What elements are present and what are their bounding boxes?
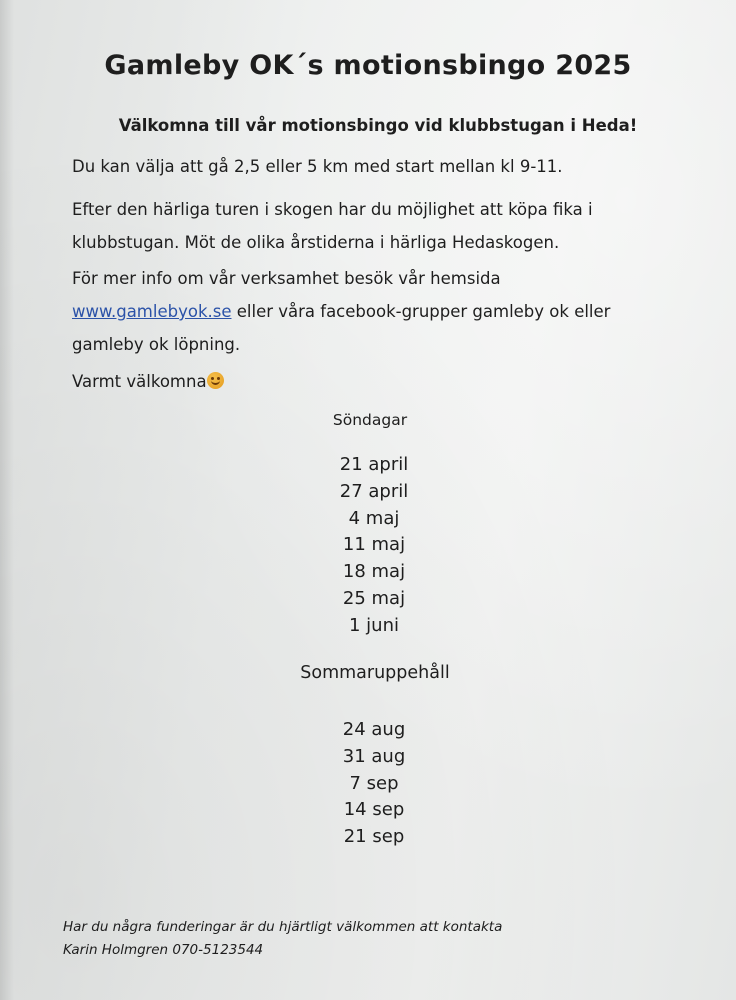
list-item: 1 juni: [349, 614, 399, 636]
list-item: 31 aug: [342, 745, 406, 767]
website-link[interactable]: www.gamlebyok.se: [72, 302, 232, 321]
fika-paragraph: Efter den härliga turen i skogen har du möjlighet att köpa fika i klubbstugan. Möt de olika årstiderna i härliga Hedaskogen.: [72, 200, 593, 252]
distance-paragraph: Du kan välja att gå 2,5 eller 5 km med start mellan kl 9-11.: [72, 157, 563, 176]
list-item: 7 sep: [349, 772, 399, 794]
list-item: 21 sep: [343, 826, 405, 848]
autumn-dates-list: [300, 717, 448, 851]
sundays-heading: Söndagar: [332, 411, 408, 429]
closing-greeting: [72, 365, 672, 398]
list-item: 24 aug: [342, 719, 406, 740]
list-item: 18 maj: [342, 561, 406, 583]
info-paragraph: [72, 262, 672, 361]
list-item: 4 maj: [348, 507, 400, 529]
summer-break-heading: Sommaruppehåll: [300, 663, 450, 683]
welcome-text: Välkomna till vår motionsbingo vid klubbstugan i Heda!: [118, 116, 638, 135]
closing-text: Varmt välkomna: [72, 372, 207, 391]
list-item: 25 maj: [342, 587, 406, 609]
list-item: 14 sep: [343, 799, 405, 821]
list-item: 27 april: [339, 480, 409, 502]
contact-invite: Har du några funderingar är du hjärtligt välkommen att kontakta: [63, 919, 503, 935]
list-item: 21 april: [339, 454, 409, 475]
contact-footer: [63, 916, 502, 962]
smiling-face-icon: [207, 372, 224, 389]
info-intro: För mer info om vår verksamhet besök vår hemsida: [72, 269, 501, 288]
paper-shadow: [0, 0, 14, 1000]
contact-person: Karin Holmgren 070-5123544: [63, 942, 264, 958]
info-rest: eller våra facebook-grupper gamleby ok eller gamleby ok löpning.: [72, 302, 611, 354]
page-title: Gamleby OK´s motionsbingo 2025: [104, 50, 632, 81]
list-item: 11 maj: [342, 534, 406, 556]
spring-dates-list: [300, 452, 448, 640]
